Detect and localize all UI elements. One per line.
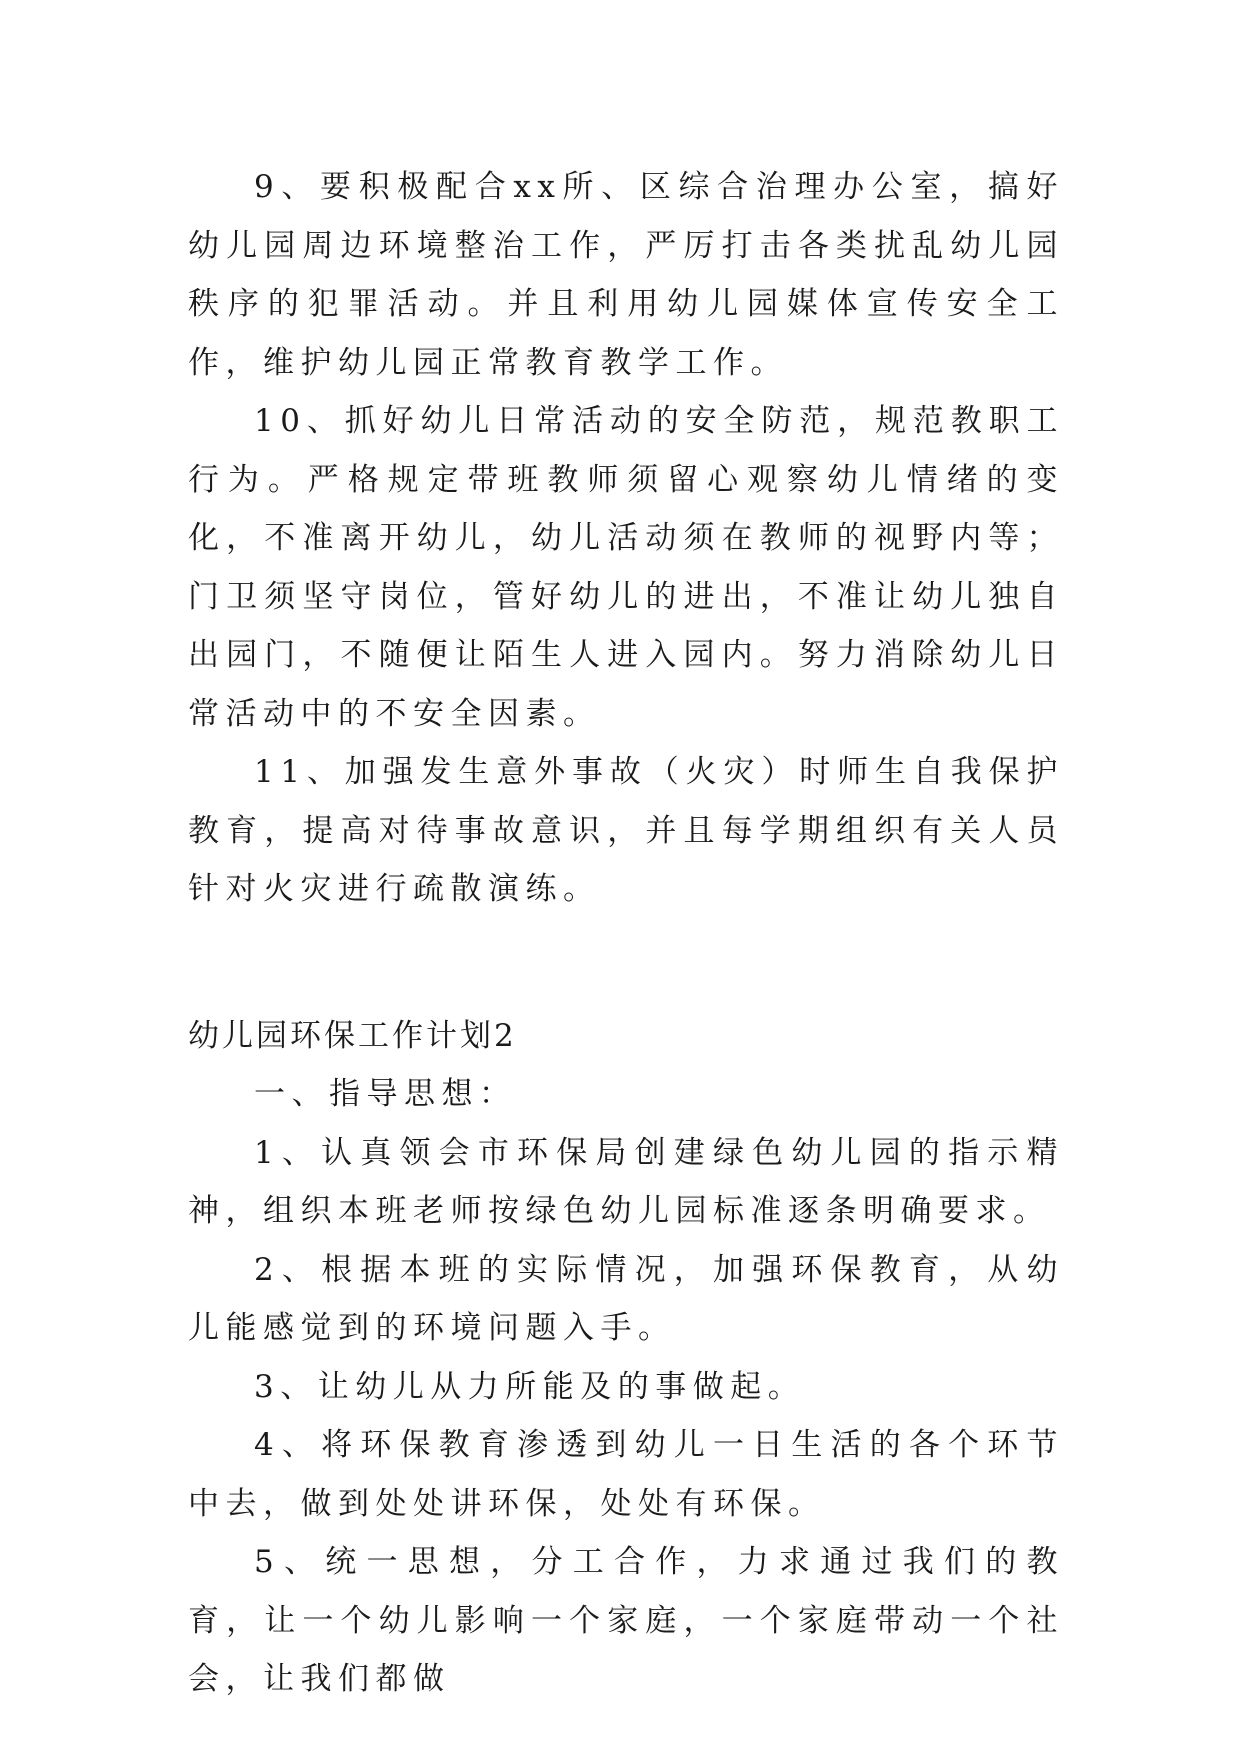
paragraph-point-4: 4、将环保教育渗透到幼儿一日生活的各个环节中去，做到处处讲环保，处处有环保。: [188, 1427, 1064, 1522]
paragraph-item-11: 11、加强发生意外事故（火灾）时师生自我保护教育，提高对待事故意识，并且每学期组织有关人员针对火灾进行疏散演练。: [188, 754, 1064, 907]
section-title: 幼儿园环保工作计划2: [188, 1017, 517, 1054]
section-spacer: [188, 919, 1064, 1007]
paragraph-item-9: 9、要积极配合xx所、区综合治理办公室，搞好幼儿园周边环境整治工作，严厉打击各类扰乱幼儿园秩序的犯罪活动。并且利用幼儿园媒体宣传安全工作，维护幼儿园正常教育教学工作。: [188, 169, 1064, 381]
paragraph-point-5: 5、统一思想，分工合作，力求通过我们的教育，让一个幼儿影响一个家庭，一个家庭带动一个社会，让我们都做: [188, 1544, 1064, 1697]
subheading-guiding-thought: 一、指导思想：: [254, 1076, 517, 1112]
paragraph-item-10: 10、抓好幼儿日常活动的安全防范，规范教职工行为。严格规定带班教师须留心观察幼儿情绪的变化，不准离开幼儿，幼儿活动须在教师的视野内等；门卫须坚守岗位，管好幼儿的进出，不准让幼儿独自出园门，不随便让陌生人进入园内。努力消除幼儿日常活动中的不安全因素。: [188, 403, 1064, 732]
paragraph-point-1: 1、认真领会市环保局创建绿色幼儿园的指示精神，组织本班老师按绿色幼儿园标准逐条明确要求。: [188, 1134, 1064, 1229]
paragraph-point-3: 3、让幼儿从力所能及的事做起。: [254, 1368, 806, 1405]
paragraph-point-2: 2、根据本班的实际情况，加强环保教育，从幼儿能感觉到的环境问题入手。: [188, 1251, 1064, 1346]
document-page: [188, 158, 1064, 1709]
